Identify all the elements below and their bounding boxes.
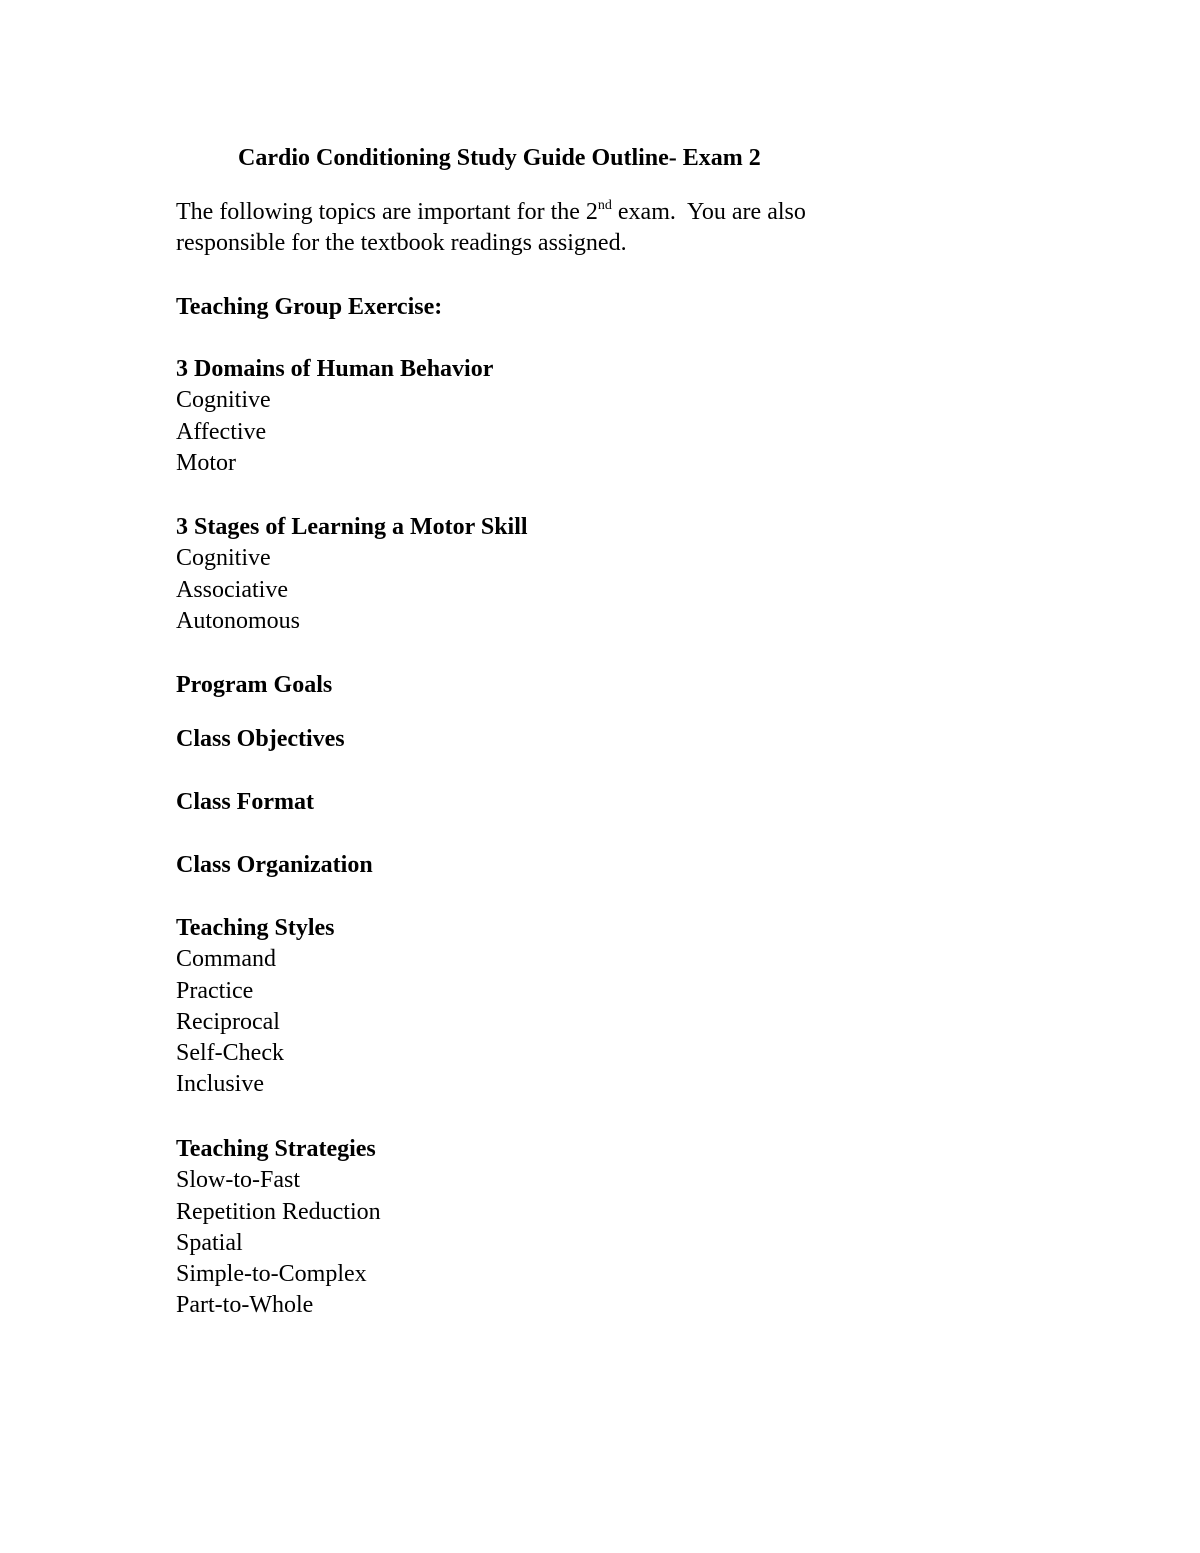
section-heading: Teaching Styles [176,915,335,941]
list-item: Slow-to-Fast [176,1167,301,1194]
list-item: Repetition Reduction [176,1198,381,1225]
section-class-format [176,787,314,818]
section-heading: Program Goals [176,672,333,698]
section-heading: 3 Domains of Human Behavior [176,356,494,382]
section-heading: Class Format [176,789,314,815]
list-item: Part-to-Whole [176,1292,314,1319]
section-heading: Class Objectives [176,726,345,752]
list-item: Command [176,946,276,973]
section-program-goals [176,670,332,701]
intro-line-1 [176,197,936,228]
section-class-objectives [176,724,345,755]
ordinal-superscript: nd [597,198,612,213]
section-teaching-strategies [176,1134,381,1322]
list-item: Reciprocal [176,1008,280,1035]
list-item: Spatial [176,1229,243,1256]
list-item: Practice [176,977,254,1004]
intro-line-1-rest: exam. You are also [611,199,806,225]
list-item: Cognitive [176,387,271,414]
section-stages-of-learning [176,512,528,637]
section-class-organization [176,850,373,881]
intro-paragraph [176,197,936,259]
section-heading: 3 Stages of Learning a Motor Skill [176,514,528,540]
section-heading: Teaching Strategies [176,1136,376,1162]
list-item: Motor [176,449,236,476]
list-item: Affective [176,418,267,445]
intro-line-2: responsible for the textbook readings assigned. [176,230,627,256]
list-item: Simple-to-Complex [176,1261,367,1288]
list-item: Autonomous [176,607,301,634]
list-item: Self-Check [176,1040,284,1067]
section-teaching-styles [176,913,334,1101]
section-domains-of-human-behavior [176,354,493,479]
intro-line-1-text: The following topics are important for the 2 [176,199,598,225]
section-teaching-group-exercise [176,292,442,323]
list-item: Cognitive [176,545,271,572]
list-item: Inclusive [176,1071,264,1098]
section-heading: Teaching Group Exercise: [176,294,443,320]
list-item: Associative [176,576,288,603]
section-heading: Class Organization [176,852,373,878]
document-title: Cardio Conditioning Study Guide Outline- Exam 2 [238,145,761,171]
